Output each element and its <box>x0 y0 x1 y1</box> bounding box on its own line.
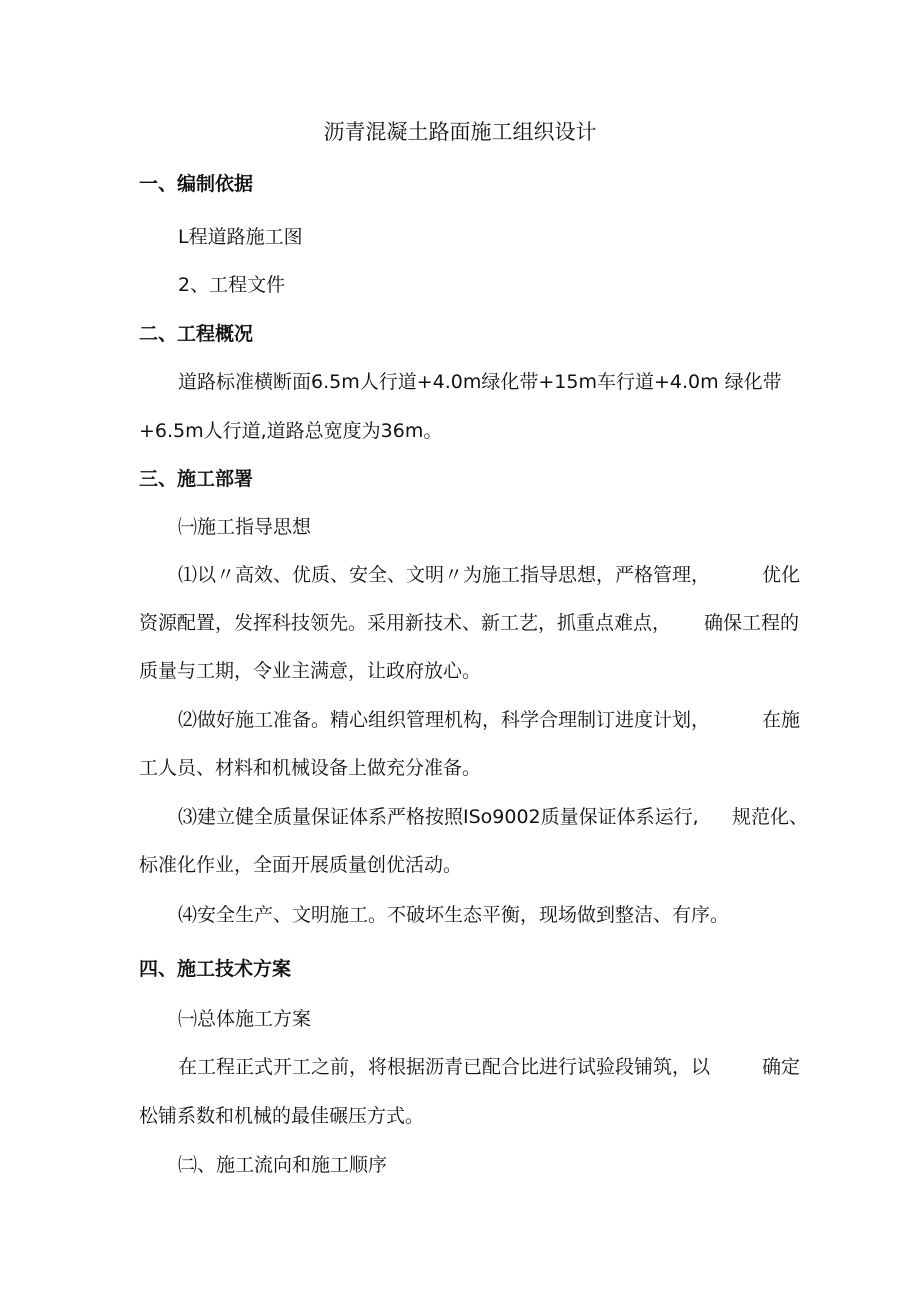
paragraph-line <box>178 708 800 732</box>
section-heading-3: 三、施工部署 <box>139 468 254 490</box>
paragraph-text: 优化 <box>761 564 800 586</box>
paragraph-line <box>178 563 800 587</box>
list-item: 2、工程文件 <box>178 274 286 296</box>
paragraph-line: ⑷安全生产、文明施工。不破坏生态平衡，现场做到整洁、有序。 <box>178 904 730 926</box>
subsection-heading: ㈡、施工流向和施工顺序 <box>178 1154 388 1176</box>
paragraph-line: 工人员、材料和机械设备上做充分准备。 <box>139 757 482 779</box>
paragraph-line: 道路标准横断面6.5m人行道+4.0m绿化带+15m车行道+4.0m 绿化带 <box>178 371 782 393</box>
paragraph-text: 确定 <box>761 1056 800 1078</box>
paragraph-text: ⑵做好施工准备。精心组织管理机构，科学合理制订进度计划， <box>178 709 711 731</box>
list-item: L程道路施工图 <box>178 226 303 248</box>
subsection-heading: ㈠总体施工方案 <box>178 1008 312 1030</box>
paragraph-line <box>139 611 799 635</box>
paragraph-text: 资源配置，发挥科技领先。采用新技术、新工艺，抓重点难点， <box>139 612 672 634</box>
section-heading-2: 二、工程概况 <box>139 323 254 345</box>
paragraph-text: 在施 <box>761 709 800 731</box>
section-heading-1: 一、编制依据 <box>139 173 254 195</box>
subsection-heading: ㈠施工指导思想 <box>178 516 312 538</box>
paragraph-text: ⑶建立健全质量保证体系严格按照ISo9002质量保证体系运行, <box>178 806 699 828</box>
paragraph-text: ⑴以〃高效、优质、安全、文明〃为施工指导思想，严格管理， <box>178 564 711 586</box>
paragraph-line <box>178 805 808 829</box>
section-heading-4: 四、施工技术方案 <box>139 958 292 980</box>
paragraph-text: 规范化、 <box>731 806 808 828</box>
paragraph-line: 松铺系数和机械的最佳碾压方式。 <box>139 1105 425 1127</box>
paragraph-line: 标准化作业，全面开展质量创优活动。 <box>139 854 463 876</box>
paragraph-text: 确保工程的 <box>703 612 799 634</box>
document-title: 沥青混凝土路面施工组织设计 <box>323 120 597 144</box>
paragraph-line: 质量与工期，令业主满意，让政府放心。 <box>139 660 482 682</box>
paragraph-line <box>178 1055 800 1079</box>
paragraph-line: +6.5m人行道,道路总宽度为36m。 <box>139 420 443 442</box>
paragraph-text: 在工程正式开工之前，将根据沥青已配合比进行试验段铺筑，以 <box>178 1056 711 1078</box>
